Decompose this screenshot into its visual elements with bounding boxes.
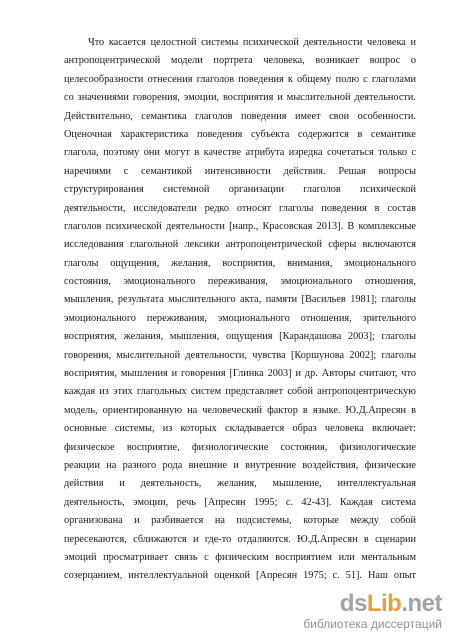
text-line: исследования глагольной лексики антропоцентрической сферы включаются xyxy=(64,239,416,251)
text-line: деятельность, эмоции, речь [Апресян 1995; с. 42-43]. Каждая система xyxy=(64,496,416,508)
text-line: созерцанием, интеллектуальной оценкой [Апресян 1975; с. 51]. Наш опыт xyxy=(64,570,416,582)
dslib-logo: dsLib.net xyxy=(339,590,442,617)
text-line: действия и деятельность, желания, мышление, интеллектуальная xyxy=(64,478,416,490)
dslib-subtitle: библиотека диссертаций xyxy=(303,617,442,631)
text-line: со значениями говорения, эмоции, восприятия и мыслительной деятельности. xyxy=(64,92,416,104)
text-line: наречиями с семантикой интенсивности действия. Решая вопросы xyxy=(64,165,416,177)
text-line: физическое восприятие, физиологические состояния, физиологические xyxy=(64,441,416,453)
text-line: мышления, результата мыслительного акта, памяти [Васильев 1981]; глаголы xyxy=(64,294,416,306)
text-line: пересекаются, сближаются и где-то отдаляются. Ю.Д.Апресян в сценарии xyxy=(64,533,416,545)
text-line: структурирования системной организации глаголов психической xyxy=(64,184,416,196)
text-line: восприятия, мышления и говорения [Глинка 2003] и др. Авторы считают, что xyxy=(64,368,416,380)
text-line: Оценочная характеристика поведения субъекта содержится в семантике xyxy=(64,128,416,140)
dslib-watermark[interactable] xyxy=(303,591,442,631)
text-line: эмоций просматривает связь с физическим восприятием или ментальным xyxy=(64,551,416,563)
text-line: антропоцентрической модели портрета человека, возникает вопрос о xyxy=(64,55,416,67)
text-line: организована и разбивается на подсистемы, которые между собой xyxy=(64,515,416,527)
text-line: основные системы, из которых складывается образ человека включает: xyxy=(64,423,416,435)
text-line: глаголы ощущения, желания, восприятия, внимания, эмоционального xyxy=(64,257,416,269)
text-line: Что касается целостной системы психической деятельности человека и xyxy=(88,37,416,48)
text-line: целесообразности отнесения глаголов поведения к общему полю с глаголами xyxy=(64,73,416,85)
text-line: состояния, эмоционального переживания, эмоционального отношения, xyxy=(64,276,416,288)
text-line: реакции на разного рода внешние и внутренние воздействия, физические xyxy=(64,459,416,471)
text-line: глаголов психической деятельности [напр., Красовская 2013]. В комплексные xyxy=(64,220,416,232)
text-line: восприятия, желания, мышления, ощущения [Карандашова 2003]; глаголы xyxy=(64,331,416,343)
document-body xyxy=(64,34,416,586)
text-line: модель, ориентированную на человеческий фактор в языке. Ю.Д.Апресян в xyxy=(64,404,416,416)
text-line: Действительно, семантика глаголов поведения имеет свои особенности. xyxy=(64,110,416,122)
text-line: деятельности, исследователи редко относят глаголы поведения в состав xyxy=(64,202,416,214)
text-line: эмоционального переживания, эмоционального отношения, зрительного xyxy=(64,312,416,324)
text-line: каждая из этих глагольных систем представляет собой антропоцентрическую xyxy=(64,386,416,398)
text-line: говорения, мыслительной деятельности, чувства [Коршунова 2002]; глаголы xyxy=(64,349,416,361)
text-line: глагола, поэтому они могут в качестве атрибута изредка сочетаться только с xyxy=(64,147,416,159)
